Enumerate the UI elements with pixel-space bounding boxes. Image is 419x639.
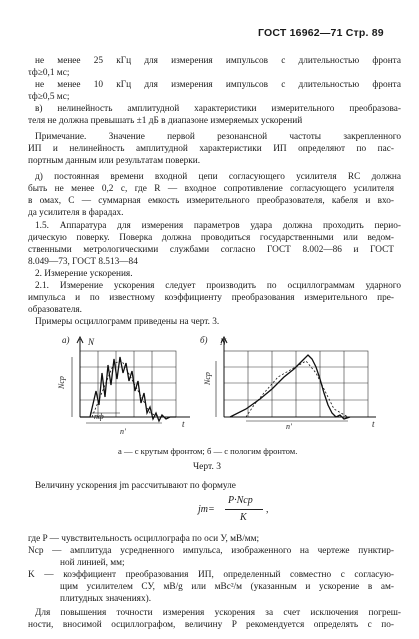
oscillogram-figure [50, 333, 380, 441]
label-n-cp: Nср [57, 376, 66, 389]
axis-label-t: t [182, 419, 185, 429]
axis-label-n: N [220, 337, 227, 347]
note-line: портным данным или результатам поверки. [28, 156, 201, 166]
figure-label-a: а) [62, 335, 70, 345]
figure-caption: а — с крутым фронтом; б — с пологим фронтом. [118, 446, 298, 456]
text-line: импульса и по известному коэффициенту преобразования измерительного пре- [28, 293, 394, 303]
definition-line: щим усилителем СУ, мВ/g или мВс²/м (указанным и ускорение в ам- [60, 582, 394, 592]
text-line: 8.049—73, ГОСТ 8.513—84 [28, 257, 138, 267]
figure-number: Черт. 3 [193, 462, 221, 472]
text-line: не менее 25 кГц для измерения импульсов с длительностью фронта [35, 56, 401, 66]
text-line: д) постоянная времени входной цепи согласующего усилителя RC должна [35, 172, 401, 182]
formula-denominator: K [240, 512, 247, 523]
label-n-prime: n' [120, 427, 126, 436]
text-line: да усилителя в фарадах. [28, 208, 124, 218]
text-line: образователя. [28, 305, 83, 315]
axes-a [72, 337, 190, 423]
text-line: τф≥0,5 мс; [28, 92, 70, 102]
label-n-f: nф [94, 412, 104, 421]
text-line: не менее 10 кГц для измерения импульсов с длительностью фронта [35, 80, 401, 90]
definition-line: Nср — амплитуда усредненного импульса, изображенного на чертеже пунктир- [28, 546, 394, 556]
text-line: теля не должна превышать ±1 дБ в диапазоне измеряемых ускорений [28, 116, 303, 126]
text-line: ственными метрологическими службами согласно ГОСТ 8.002—86 и ГОСТ [28, 245, 394, 255]
label-n-cp: Nср [203, 372, 212, 385]
definition-line: где P — чувствительность осциллографа по оси У, мВ/мм; [28, 534, 260, 544]
text-line: ности, вносимой осциллографом, величину P рекомендуется определять с по- [28, 620, 394, 630]
average-curve-b [246, 361, 348, 417]
text-line: быть не менее 0,2 с, где R — входное сопротивление согласующего усилителя [28, 184, 394, 194]
formula-lhs: jm= [198, 504, 215, 515]
fraction-bar [225, 509, 263, 510]
text-line: 2.1. Измерение ускорения следует производить по осциллограммам ударного [35, 281, 401, 291]
definition-line: ной линией, мм; [60, 558, 125, 568]
text-line: 1.5. Аппаратура для измерения параметров удара должна проходить перио- [35, 221, 401, 231]
text-line: Примеры осциллограмм приведены на черт. 3. [35, 317, 220, 327]
text-line: в) нелинейность амплитудной характеристики измерительного преобразова- [35, 104, 401, 114]
formula-numerator: P·Nср [228, 495, 253, 506]
page-header: ГОСТ 16962—71 Стр. 89 [258, 27, 384, 39]
label-n-prime: n' [286, 422, 292, 431]
text-line: 2. Измерение ускорения. [35, 269, 133, 279]
figure-label-b: б) [200, 335, 208, 345]
text-line: Для повышения точности измерения ускорения за счет исключения погреш- [35, 608, 401, 618]
note-line: ИП и нелинейность амплитудной характеристики ИП определяют по пас- [28, 144, 394, 154]
definition-line: плитудных значениях). [60, 594, 152, 604]
definition-line: K — коэффициент преобразования ИП, определенный совместно с согласую- [28, 570, 394, 580]
text-line: дическую поверку. Поверка должна проводиться государственными или ведом- [28, 233, 394, 243]
formula-intro: Величину ускорения jm рассчитывают по формуле [35, 481, 236, 491]
text-line: в омах, С — суммарная емкость измерительного преобразователя, кабеля и вхо- [28, 196, 394, 206]
formula-end: , [266, 504, 269, 515]
grid-b [224, 351, 368, 417]
note-line: Примечание. Значение первой резонансной частоты закрепленного [35, 132, 401, 142]
text-line: τф≥0,1 мс; [28, 68, 70, 78]
axis-label-t: t [372, 419, 375, 429]
axis-label-n: N [88, 337, 95, 347]
grid-a [80, 351, 176, 417]
